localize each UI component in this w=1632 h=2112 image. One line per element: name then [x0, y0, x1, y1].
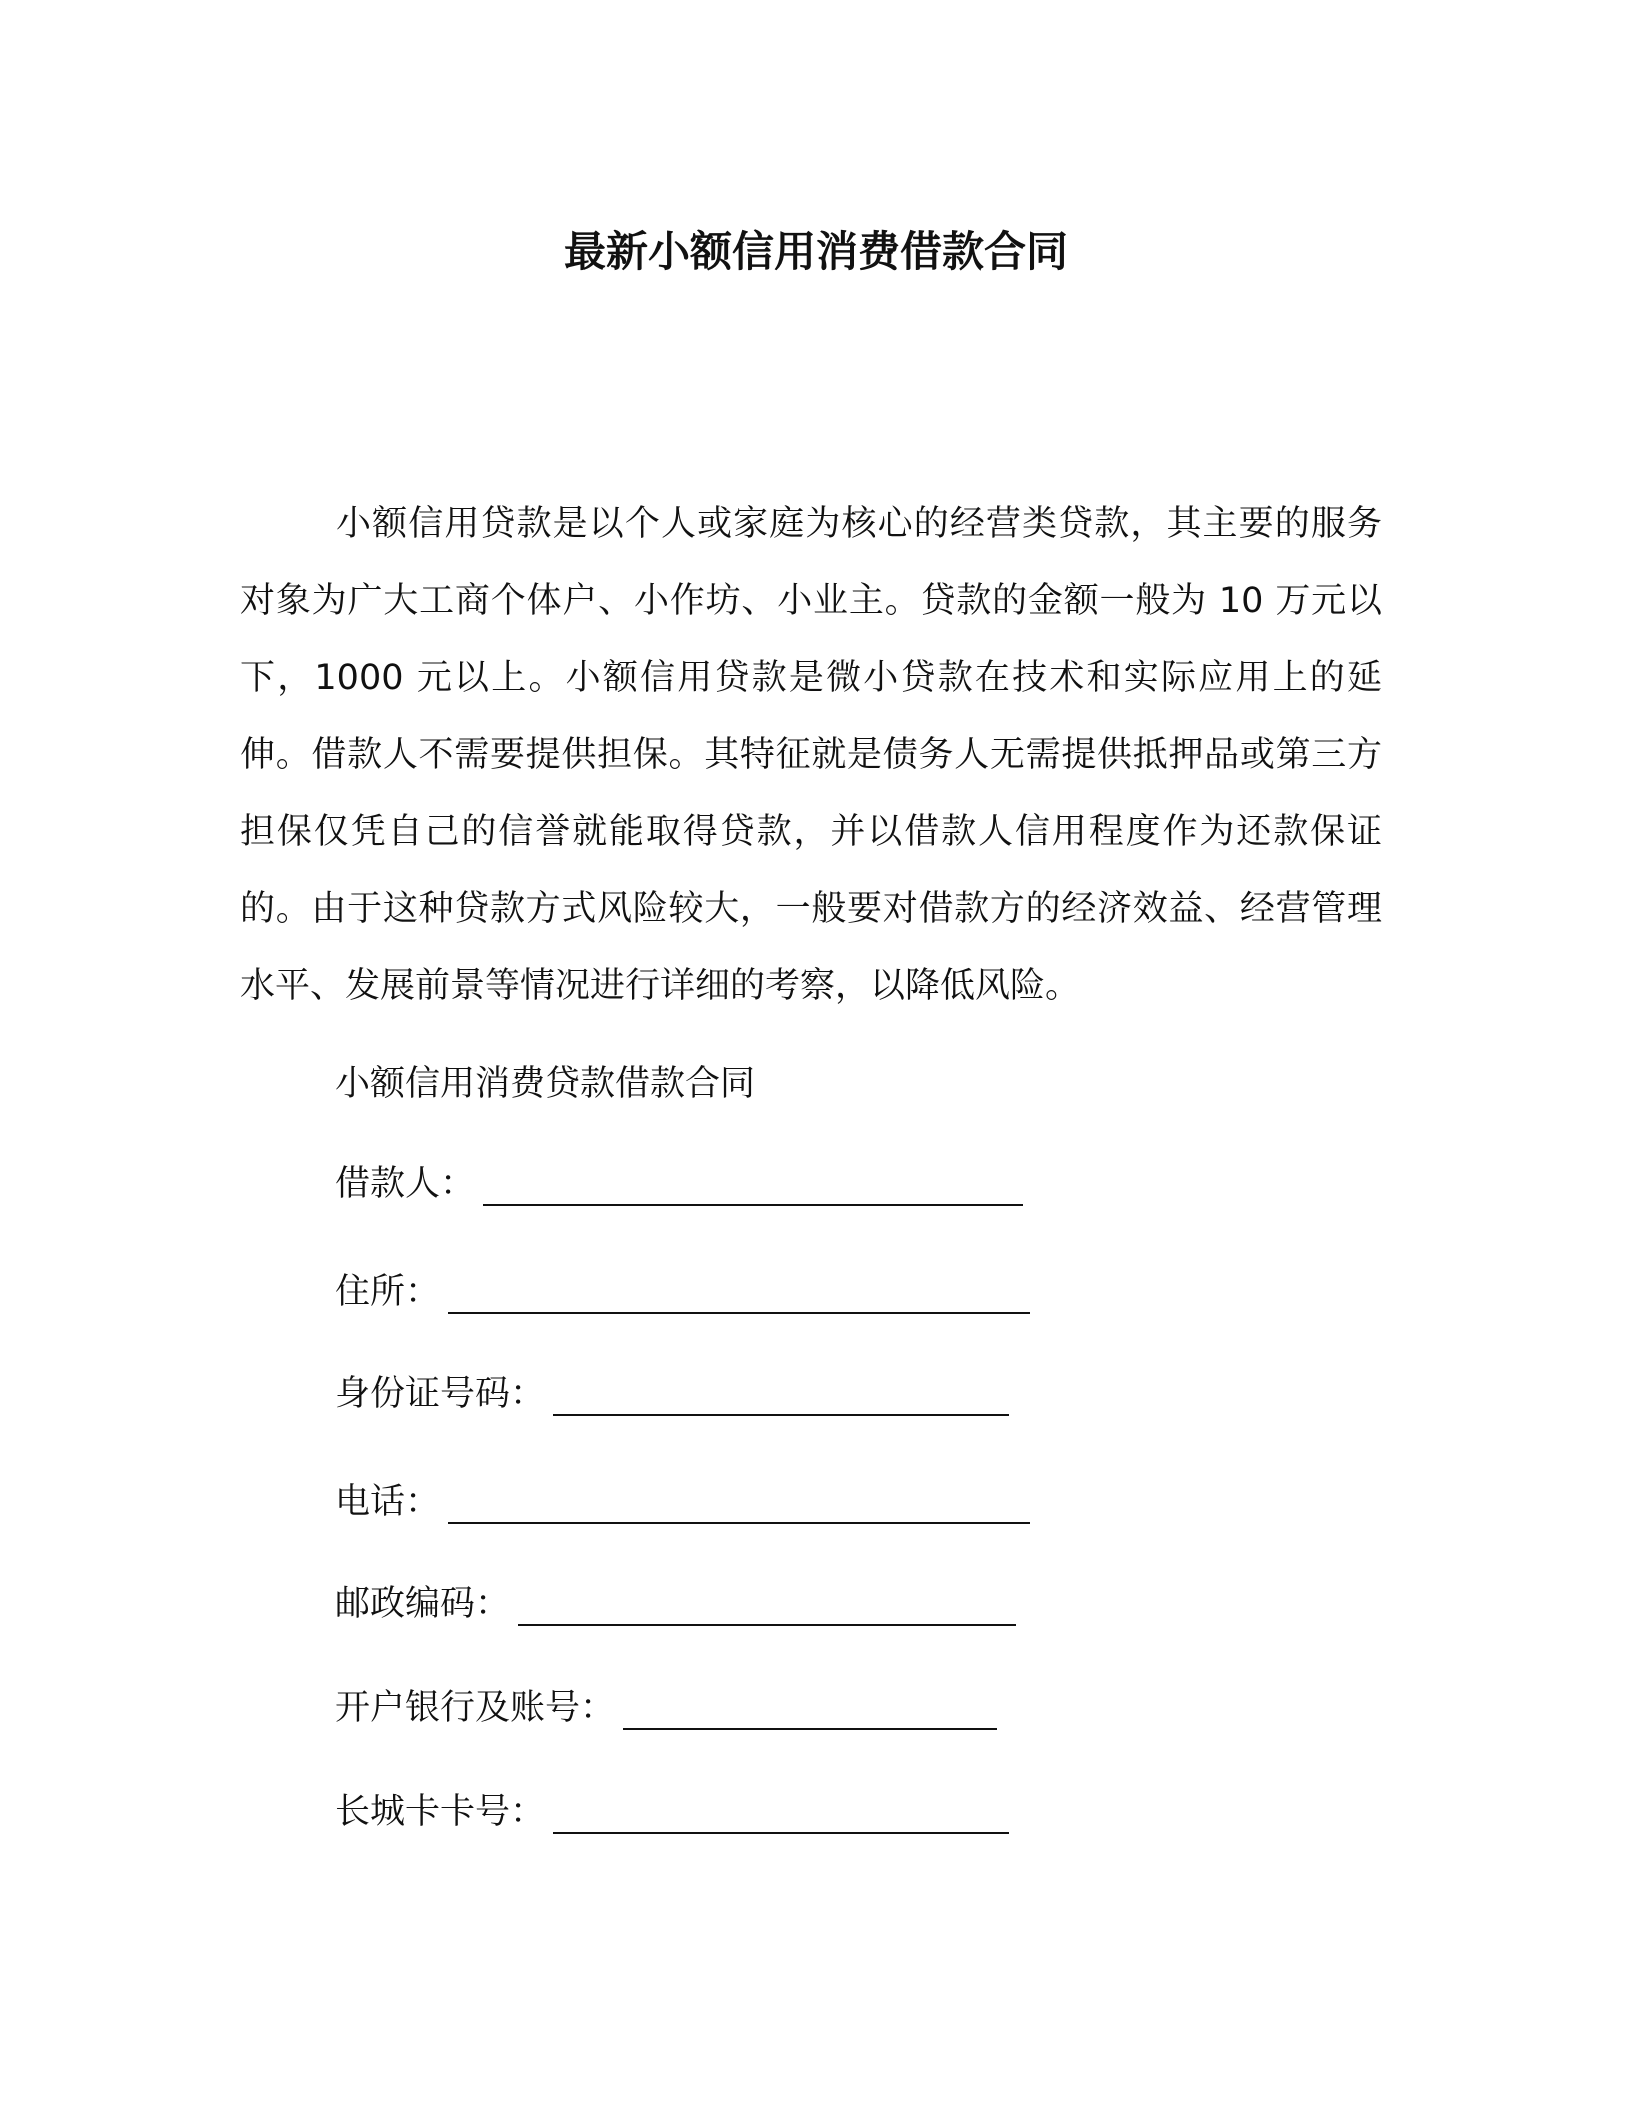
field-id-number-label: 身份证号码：: [335, 1374, 546, 1414]
postal-code-blank-line[interactable]: [518, 1590, 1016, 1626]
document-title: 最新小额信用消费借款合同: [563, 227, 1068, 276]
borrower-blank-line[interactable]: [483, 1170, 1023, 1206]
phone-blank-line[interactable]: [448, 1488, 1030, 1524]
field-borrower-label: 借款人：: [335, 1164, 476, 1204]
field-bank-account: [335, 1684, 997, 1732]
intro-paragraph: 小额信用贷款是以个人或家庭为核心的经营类贷款，其主要的服务对象为广大工商个体户、小作坊、小业主。贷款的金额一般为 10 万元以下，1000 元以上。小额信用贷款是微小贷款在技术和实际应用上的延伸。借款人不需要提供担保。其特征就是债务人无需提供抵押品或第三方担保仅凭自己的信誉就能取得贷款，并以借款人信用程度作为还款保证的。由于这种贷款方式风险较大，一般要对借款方的经济效益、经营管理水平、发展前景等情况进行详细的考察，以降低风险。: [240, 504, 1382, 1006]
great-wall-card-blank-line[interactable]: [553, 1798, 1009, 1834]
field-phone-label: 电话：: [335, 1482, 441, 1522]
field-postal-code: [335, 1580, 1016, 1628]
field-great-wall-card-label: 长城卡卡号：: [335, 1792, 546, 1832]
field-id-number: [335, 1370, 1009, 1418]
field-address-label: 住所：: [335, 1272, 441, 1312]
field-borrower: [335, 1160, 1023, 1208]
field-postal-code-label: 邮政编码：: [335, 1584, 511, 1624]
field-bank-account-label: 开户银行及账号：: [335, 1688, 616, 1728]
field-great-wall-card: [335, 1788, 1009, 1836]
id-number-blank-line[interactable]: [553, 1380, 1009, 1416]
address-blank-line[interactable]: [448, 1278, 1030, 1314]
bank-account-blank-line[interactable]: [623, 1694, 997, 1730]
contract-subtitle: 小额信用消费贷款借款合同: [335, 1064, 756, 1104]
field-phone: [335, 1478, 1030, 1526]
field-address: [335, 1268, 1030, 1316]
